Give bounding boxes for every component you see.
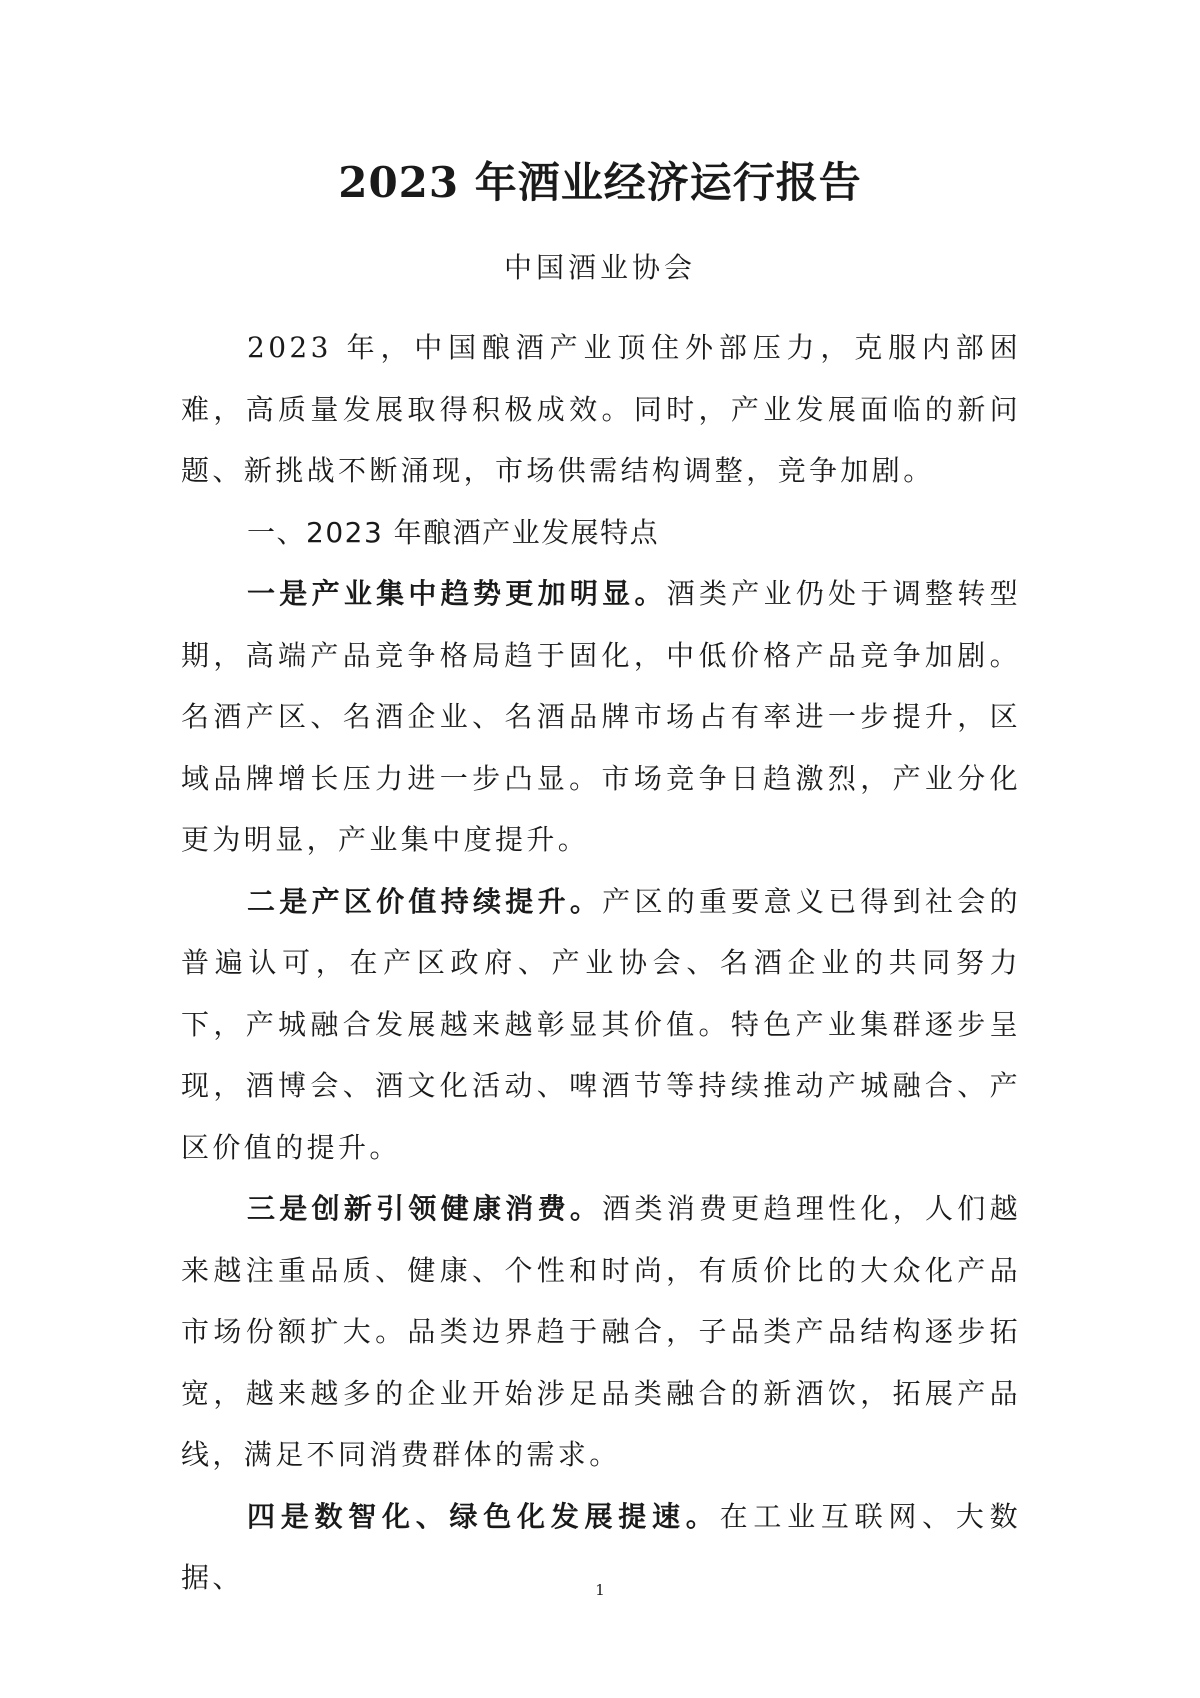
point-text: 酒类消费更趋理性化，人们越来越注重品质、健康、个性和时尚，有质价比的大众化产品市场份额扩大。品类边界趋于融合，子品类产品结构逐步拓宽，越来越多的企业开始涉足品类融合的新酒饮，拓展产品线，满足不同消费群体的需求。 — [181, 1192, 1021, 1471]
intro-paragraph: 2023 年，中国酿酒产业顶住外部压力，克服内部困难，高质量发展取得积极成效。同时，产业发展面临的新问题、新挑战不断涌现，市场供需结构调整，竞争加剧。 — [181, 331, 1021, 487]
point-paragraph-1 — [181, 563, 1021, 871]
document-body — [181, 317, 1021, 1609]
point-lead: 四是数智化、绿色化发展提速。 — [247, 1499, 720, 1533]
section-heading: 一、2023 年酿酒产业发展特点 — [247, 515, 660, 549]
point-text: 在工业互联网、大数据、 — [181, 1499, 1021, 1594]
point-paragraph-3 — [181, 1178, 1021, 1486]
point-paragraph-2 — [181, 871, 1021, 1179]
point-lead: 二是产区价值持续提升。 — [247, 884, 603, 918]
author-organization: 中国酒业协会 — [503, 251, 696, 284]
point-lead: 一是产业集中趋势更加明显。 — [247, 577, 667, 610]
point-text: 酒类产业仍处于调整转型期，高端产品竞争格局趋于固化，中低价格产品竞争加剧。名酒产区、名酒企业、名酒品牌市场占有率进一步提升，区域品牌增长压力进一步凸显。市场竞争日趋激烈，产业分化更为明显，产业集中度提升。 — [181, 577, 1022, 856]
point-lead: 三是创新引领健康消费。 — [247, 1192, 603, 1225]
page-number: 1 — [595, 1581, 605, 1599]
point-text: 产区的重要意义已得到社会的普遍认可，在产区政府、产业协会、名酒企业的共同努力下，产城融合发展越来越彰显其价值。特色产业集群逐步呈现，酒博会、酒文化活动、啤酒节等持续推动产城融合、产区价值的提升。 — [181, 884, 1021, 1164]
document-title: 2023 年酒业经济运行报告 — [338, 158, 862, 207]
